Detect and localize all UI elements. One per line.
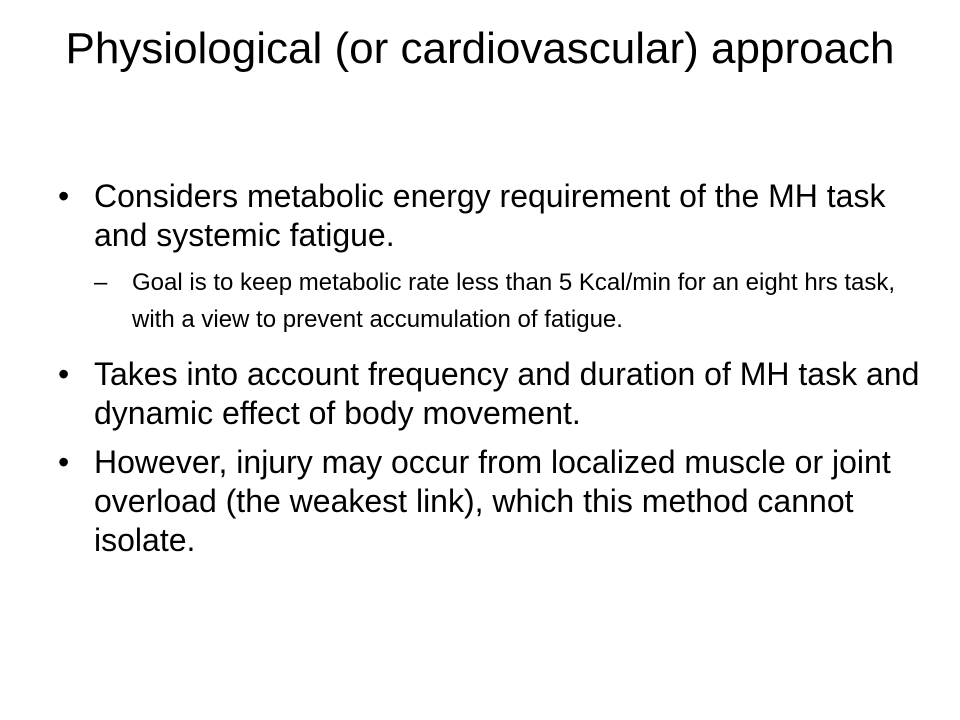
bullet-item <box>58 355 928 433</box>
bullet-list <box>58 177 928 560</box>
bullet-item <box>58 443 928 560</box>
slide-title: Physiological (or cardiovascular) approach <box>65 24 895 73</box>
bullet-marker: • <box>58 356 70 392</box>
sub-bullet-list <box>94 264 928 338</box>
bullet-marker: • <box>58 444 70 480</box>
bullet-item <box>58 177 928 338</box>
sub-bullet-marker: – <box>94 269 108 296</box>
sub-bullet-item <box>86 264 928 338</box>
bullet-text: Takes into account frequency and duration of MH task and dynamic effect of body movement. <box>94 356 920 431</box>
bullet-text: Considers metabolic energy requirement of the MH task and systemic fatigue. <box>94 178 886 253</box>
bullet-text: However, injury may occur from localized muscle or joint overload (the weakest link), which this method cannot isolate. <box>94 444 891 558</box>
sub-bullet-text: Goal is to keep metabolic rate less than 5 Kcal/min for an eight hrs task, with a view to prevent accumulation of fatigue. <box>132 269 896 333</box>
bullet-marker: • <box>58 178 70 214</box>
